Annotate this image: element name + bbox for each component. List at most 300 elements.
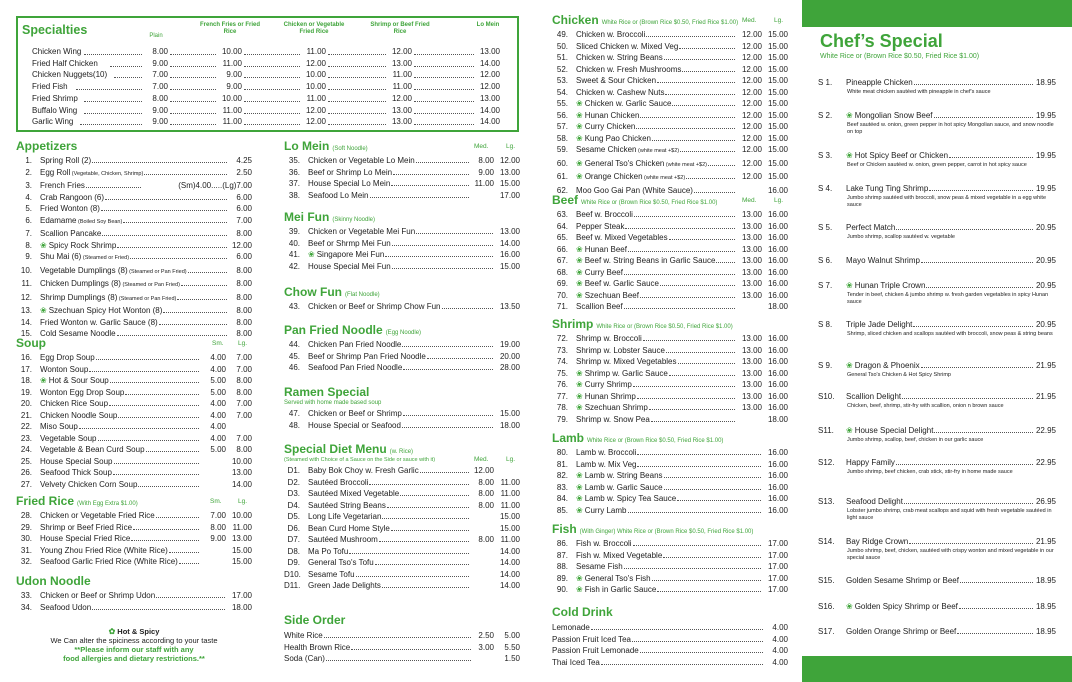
menu-item — [284, 546, 520, 558]
item-number: D7. — [287, 535, 300, 544]
item-price: 13.00 — [741, 221, 762, 231]
pepper-icon: ❀ — [576, 290, 583, 300]
item-name — [576, 278, 659, 290]
item-name — [284, 642, 350, 654]
dot-leader — [328, 89, 386, 90]
item-number: 34. — [20, 602, 32, 612]
fish-title: Fish — [552, 522, 577, 536]
item-name — [308, 580, 381, 592]
item-name — [40, 522, 132, 534]
dot-leader — [125, 394, 199, 395]
menu-item — [16, 203, 252, 215]
item-name — [40, 545, 168, 557]
item-number: 23. — [20, 433, 32, 443]
dot-leader — [79, 428, 199, 429]
item-price: 5.00 — [210, 445, 226, 454]
dot-leader — [960, 582, 1033, 583]
specialties-price: 14.00 — [479, 105, 500, 115]
item-price: 13.00 — [231, 534, 252, 543]
dot-leader — [170, 101, 216, 102]
item-price: 8.00 — [236, 445, 252, 454]
item-name — [576, 121, 635, 133]
item-name-text: House Special Delight — [854, 426, 934, 435]
pepper-icon: ❀ — [40, 306, 47, 315]
item-name-text: Shrimp w. Broccoli — [576, 334, 642, 343]
item-name-text: Ma Po Tofu — [308, 546, 349, 556]
menu-item — [284, 178, 520, 190]
item-name — [40, 192, 104, 204]
item-price: 15.00 — [499, 261, 520, 271]
item-price: 3.00 — [478, 642, 494, 652]
menu-item — [552, 573, 788, 585]
item-name — [308, 238, 391, 250]
item-name — [308, 178, 390, 190]
item-name — [576, 255, 715, 267]
menu-item — [284, 557, 520, 569]
item-price: 20.95 — [1035, 320, 1056, 329]
menu-item — [552, 267, 788, 279]
item-price: 13.50 — [499, 302, 520, 311]
item-price: 17.00 — [767, 562, 788, 571]
pepper-icon: ❀ — [576, 573, 583, 583]
dot-leader — [959, 608, 1033, 609]
item-price: 15.00 — [767, 99, 788, 108]
item-name-text: Golden Orange Shrimp or Beef — [846, 627, 957, 636]
menu-item — [16, 292, 252, 306]
item-name — [40, 265, 187, 279]
item-name — [576, 573, 651, 585]
item-name — [576, 493, 676, 505]
menu-item — [552, 634, 788, 646]
dot-leader — [640, 117, 735, 118]
item-price: 8.00 — [236, 317, 252, 327]
dot-leader — [170, 113, 216, 114]
item-note: (Steamed or Pan Fried) — [117, 295, 177, 302]
item-price: 6.00 — [236, 192, 252, 202]
menu-item — [552, 459, 788, 471]
menu-item — [552, 232, 788, 244]
menu-item — [16, 421, 252, 433]
dot-leader — [414, 101, 474, 102]
item-number: 30. — [20, 534, 32, 543]
item-name — [552, 634, 631, 646]
item-price: 12.00 — [741, 110, 762, 120]
item-number: 80. — [556, 448, 568, 457]
item-name-text: Fried Wonton (8) — [40, 204, 100, 213]
item-price: 21.95 — [1035, 361, 1056, 370]
dot-leader — [96, 359, 199, 360]
item-number: 11. — [21, 279, 32, 288]
item-name — [576, 290, 639, 302]
item-name-text: Sesame Tofu — [308, 569, 355, 579]
item-note: (Steamed or Pan Fried) — [127, 268, 187, 275]
item-price: 16.00 — [767, 459, 788, 469]
item-name — [40, 203, 100, 215]
item-price: 8.00 — [236, 265, 252, 275]
shrimp-title: Shrimp — [552, 317, 594, 331]
item-name — [308, 465, 419, 477]
item-name — [40, 317, 158, 329]
item-price: 12.00 — [741, 172, 762, 181]
cold-drink-title: Cold Drink — [552, 605, 613, 619]
item-name-text: Chicken Pan Fried Noodle — [308, 340, 402, 349]
item-price: 16.00 — [767, 368, 788, 378]
dot-leader — [369, 484, 469, 485]
pepper-icon: ❀ — [576, 482, 583, 492]
dot-leader — [123, 222, 227, 223]
item-price: 26.95 — [1035, 497, 1056, 506]
item-name — [308, 249, 384, 261]
dot-leader — [114, 463, 200, 464]
item-name-text: Singapore Mei Fun — [316, 250, 385, 259]
item-number: 28. — [20, 511, 32, 520]
beef-section — [552, 193, 788, 313]
item-price: 8.00 — [236, 306, 252, 315]
item-price: 18.95 — [1035, 627, 1056, 636]
item-price: 7.00 — [236, 399, 252, 408]
item-description: Jumbo shrimp, beef, chicken, sautéed with crispy wonton and mixed vegetable in our special sauce — [847, 547, 1054, 561]
item-name — [576, 144, 679, 158]
item-name — [846, 110, 933, 122]
item-name-text: Lamb w. Mix Veg — [576, 459, 637, 469]
item-price: 12.00 — [499, 156, 520, 165]
dot-leader — [664, 477, 761, 478]
item-name — [846, 280, 925, 292]
item-price: 10.00 — [231, 511, 252, 520]
menu-item — [552, 356, 788, 368]
pepper-icon: ❀ — [846, 426, 853, 435]
item-name-text: Crab Rangoon (6) — [40, 192, 105, 202]
item-price: 14.00 — [499, 581, 520, 590]
item-price: 14.00 — [499, 558, 520, 567]
item-price: 8.00 — [478, 535, 494, 544]
item-description: White meat chicken sautéed with pineapple in chef's sauce — [847, 88, 991, 95]
item-number: 86. — [556, 539, 568, 548]
item-name — [40, 533, 130, 545]
specialties-col-header: Lo Mein — [476, 22, 500, 28]
chef-special-item — [818, 536, 1056, 562]
item-price: 16.00 — [767, 233, 788, 242]
dot-leader — [170, 124, 216, 125]
menu-item — [552, 110, 788, 122]
item-name — [846, 77, 913, 89]
chicken-subtitle: White Rice or (Brown Rice $0.50, Fried Rice $1.00) — [601, 20, 739, 26]
item-number: 70. — [556, 290, 568, 300]
item-number: S14. — [818, 537, 835, 546]
chef-special-row — [818, 575, 1056, 587]
pepper-icon: ❀ — [576, 505, 583, 515]
dot-leader — [131, 540, 199, 541]
dot-leader — [921, 262, 1033, 263]
item-price: 16.00 — [767, 185, 788, 195]
item-number: 42. — [288, 261, 300, 271]
item-price: 5.00 — [210, 387, 226, 397]
chef-top-bar — [802, 0, 1072, 27]
item-price: 18.00 — [767, 302, 788, 311]
item-price: 10.00 — [231, 456, 252, 466]
menu-item — [16, 479, 252, 491]
item-number: S11. — [818, 426, 834, 435]
item-number: S12. — [818, 458, 835, 467]
item-number: 5. — [25, 204, 32, 213]
dot-leader — [921, 367, 1033, 368]
menu-item — [552, 622, 788, 634]
item-name — [308, 500, 386, 512]
item-number: S 1. — [818, 78, 833, 87]
item-name-text: Lamb w. Broccoli — [576, 448, 637, 457]
item-name — [576, 171, 685, 185]
item-price: 19.95 — [1035, 184, 1056, 193]
dot-leader — [624, 274, 735, 275]
dot-leader — [665, 94, 735, 95]
item-price: 20.95 — [1035, 281, 1056, 290]
item-price: 8.00 — [236, 329, 252, 338]
chef-special-row — [818, 280, 1056, 292]
dot-leader — [625, 228, 735, 229]
item-name-text: Lamb w. Garlic Sauce — [584, 482, 663, 492]
item-name — [40, 155, 91, 167]
item-number: 24. — [20, 445, 32, 454]
dot-leader — [382, 518, 469, 519]
item-name — [576, 209, 633, 221]
dot-leader — [904, 503, 1033, 504]
item-name-text: Seafood Pan Fried Noodle — [308, 363, 403, 372]
item-name — [552, 622, 590, 634]
item-name-text: Kung Pao Chicken — [584, 133, 651, 143]
pepper-icon: ❀ — [576, 403, 583, 412]
item-price: 15.00 — [767, 53, 788, 62]
item-name-text: Szechuan Spicy Hot Wonton (8) — [48, 306, 163, 315]
specialties-col-header: Shrimp or Beef Fried Rice — [370, 22, 430, 35]
item-description: Beef or Chicken sautéed w. onion, green pepper, carrot in hot spicy sauce — [847, 161, 1027, 168]
appetizers-section — [16, 139, 252, 340]
item-number: 17. — [20, 364, 32, 374]
item-price: 12.00 — [741, 30, 762, 39]
item-price: 12.00 — [741, 53, 762, 62]
item-name-text: French Fries — [40, 181, 85, 190]
item-price: 7.00 — [210, 511, 226, 520]
pepper-icon: ❀ — [576, 99, 583, 108]
item-number: S10. — [818, 392, 835, 401]
dot-leader — [156, 517, 199, 518]
item-number: 64. — [556, 221, 568, 231]
item-price: 15.00 — [499, 512, 520, 521]
item-name — [40, 444, 145, 456]
item-number: D11. — [284, 581, 301, 590]
dot-leader — [624, 568, 761, 569]
item-name — [846, 575, 959, 587]
item-note: (Steamed or Pan Fried) — [120, 282, 180, 288]
item-price: 15.00 — [767, 158, 788, 168]
specialties-price: 14.00 — [479, 117, 500, 127]
item-price: 15.00 — [499, 179, 520, 188]
dot-leader — [634, 216, 735, 217]
item-price: 16.00 — [499, 250, 520, 259]
item-description: Jumbo shrimp, scallop, beef, chicken in our garlic sauce — [847, 436, 984, 443]
item-price: 17.00 — [499, 190, 520, 200]
dot-leader — [89, 371, 199, 372]
item-name — [576, 133, 651, 145]
dot-leader — [649, 409, 735, 410]
pepper-icon: ❀ — [576, 368, 583, 378]
item-name — [576, 379, 632, 391]
item-number: 71. — [556, 302, 568, 311]
menu-item — [552, 447, 788, 459]
lo-mein-section — [284, 139, 520, 201]
dot-leader — [414, 113, 474, 114]
item-name-text: Triple Jade Delight — [846, 320, 913, 329]
item-name-text: Young Zhou Fried Rice (White Rice) — [40, 545, 168, 555]
item-price: 17.00 — [767, 585, 788, 594]
item-name — [40, 456, 113, 468]
item-name-text: Fish in Garlic Sauce — [584, 585, 657, 594]
item-name-text: Chicken or Vegetable Mei Fun — [308, 227, 416, 236]
menu-item — [284, 488, 520, 500]
menu-item — [552, 345, 788, 357]
item-name-text: Scallion Pancake — [40, 229, 102, 238]
item-name-text: Golden Spicy Shrimp or Beef — [854, 602, 958, 611]
menu-item — [552, 87, 788, 99]
item-number: 29. — [20, 522, 32, 532]
menu-item — [552, 505, 788, 517]
dot-leader — [929, 190, 1033, 191]
item-name — [40, 479, 137, 491]
dot-leader — [926, 287, 1033, 288]
dot-leader — [640, 652, 763, 653]
item-name — [40, 602, 91, 614]
item-note: (Vegetable, Chicken, Shrimp) — [70, 170, 144, 177]
item-price: 4.00 — [210, 433, 226, 443]
item-number: 74. — [556, 357, 568, 366]
menu-item — [16, 192, 252, 204]
specialties-price: 13.00 — [391, 58, 412, 68]
menu-item — [284, 339, 520, 351]
item-price: 11.00 — [500, 500, 520, 510]
item-price: 16.00 — [767, 290, 788, 300]
dot-leader — [678, 363, 736, 364]
item-name-text: Edamame — [40, 215, 77, 225]
chow-fun-section — [284, 285, 520, 313]
item-name — [308, 488, 399, 500]
item-name — [308, 339, 401, 351]
menu-item — [552, 41, 788, 53]
specialties-col-header: Chicken or Vegetable Fried Rice — [283, 22, 345, 35]
dot-leader — [416, 162, 469, 163]
item-price: 16.00 — [767, 345, 788, 355]
dot-leader — [637, 398, 735, 399]
item-price: 4.00 — [772, 657, 788, 667]
item-name — [576, 333, 642, 345]
item-name-text: House Special Lo Mein — [308, 179, 391, 188]
item-price: 19.95 — [1035, 151, 1056, 160]
menu-item — [552, 402, 788, 414]
specialties-price: 9.00 — [152, 105, 168, 115]
dot-leader — [949, 157, 1033, 158]
item-price: 8.00 — [478, 156, 494, 165]
item-number: S 2. — [818, 111, 833, 120]
item-number: 53. — [556, 76, 568, 85]
item-price: 7.00 — [236, 364, 252, 374]
item-name — [576, 550, 662, 562]
item-number: S 4. — [818, 184, 833, 193]
item-name — [576, 110, 639, 122]
item-name — [846, 601, 958, 613]
item-price: 13.00 — [741, 391, 762, 401]
beef-title: Beef — [552, 193, 579, 207]
item-name — [284, 653, 325, 665]
item-price: 16.00 — [767, 448, 788, 457]
item-name-text: Shrimp w. Garlic Sauce — [584, 368, 668, 378]
item-name — [576, 538, 632, 550]
item-name — [576, 505, 627, 517]
item-price: 18.95 — [1035, 602, 1056, 611]
chef-special-item — [818, 255, 1056, 267]
item-name-text: Beef or Shrimp Pan Fried Noodle — [308, 351, 426, 361]
item-name — [846, 457, 895, 469]
specialties-price: 9.00 — [226, 82, 242, 92]
item-price: 13.00 — [231, 468, 252, 477]
item-name — [308, 408, 402, 420]
menu-item — [284, 420, 520, 432]
dot-leader — [138, 486, 199, 487]
item-price: 13.00 — [741, 345, 762, 355]
specialties-price: 7.00 — [152, 70, 168, 80]
item-number: 46. — [288, 363, 300, 372]
item-name-text: General Tso's Chicken — [584, 158, 665, 168]
item-number: 19. — [20, 387, 32, 397]
dot-leader — [328, 54, 386, 55]
menu-item — [552, 550, 788, 562]
item-name — [308, 226, 415, 238]
item-name-text: Shu Mai (6) — [40, 252, 82, 261]
menu-item — [16, 510, 252, 522]
dot-leader — [169, 552, 199, 553]
item-name — [846, 626, 956, 638]
item-number: 63. — [556, 210, 568, 219]
menu-item — [552, 368, 788, 380]
item-price: 11.00 — [232, 522, 252, 532]
chow-fun-subtitle: (Flat Noodle) — [344, 292, 380, 298]
item-price: 8.00 — [478, 500, 494, 510]
item-number: S 3. — [818, 151, 833, 160]
item-number: 69. — [556, 279, 568, 288]
item-name-text: Beef w. Garlic Sauce — [584, 279, 659, 288]
menu-item — [552, 52, 788, 64]
chef-special-row — [818, 496, 1056, 508]
menu-item — [284, 238, 520, 250]
item-number: S15. — [818, 576, 835, 585]
item-price: 21.95 — [1035, 392, 1056, 401]
item-price: 13.00 — [499, 227, 520, 236]
item-price: 21.95 — [1035, 537, 1056, 546]
item-name-text: Curry Lamb — [584, 505, 627, 515]
item-name-text: Spring Roll (2) — [40, 156, 92, 165]
item-number: 36. — [288, 167, 300, 177]
item-name — [576, 391, 636, 403]
dot-leader — [163, 312, 227, 313]
menu-item — [552, 278, 788, 290]
item-price: 15.00 — [767, 145, 788, 154]
item-price: 16.00 — [767, 403, 788, 412]
footnote-line3: food allergies and dietary restrictions.** — [63, 654, 205, 663]
dot-leader — [113, 474, 199, 475]
item-name-text: Chicken w. Garlic Sauce — [584, 99, 672, 108]
item-name — [576, 221, 624, 233]
menu-item — [284, 249, 520, 261]
item-price: 8.00 — [478, 477, 494, 487]
item-name — [308, 534, 378, 546]
item-name — [308, 420, 401, 432]
